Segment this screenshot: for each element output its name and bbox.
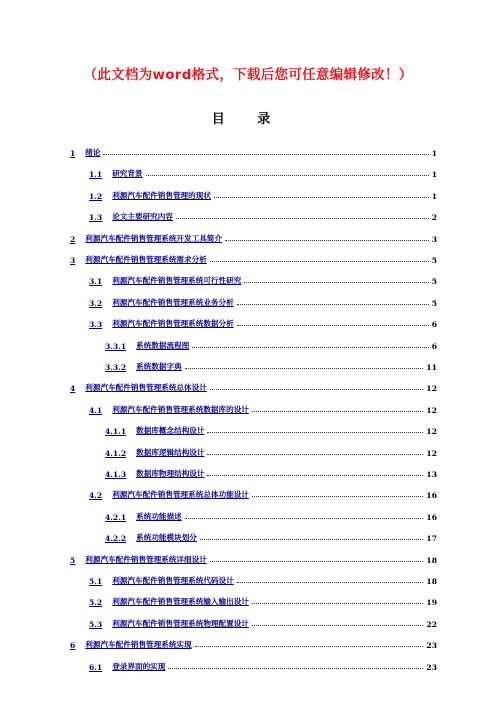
toc-entry-number[interactable]: 3.1 bbox=[89, 277, 103, 287]
toc-entry-link[interactable]: 利源汽车配件销售管理系统总体功能设计 bbox=[112, 490, 249, 500]
toc-dot-leader bbox=[195, 646, 424, 647]
toc-title: 目 录 bbox=[211, 112, 285, 127]
toc-page-number: 16 bbox=[426, 512, 437, 522]
toc-dot-leader bbox=[207, 454, 423, 455]
toc-entry[interactable] bbox=[70, 230, 437, 244]
toc-entry[interactable] bbox=[70, 551, 437, 565]
toc-entry[interactable] bbox=[89, 315, 437, 329]
toc-entry-link[interactable]: 利源汽车配件销售管理系统代码设计 bbox=[112, 576, 234, 585]
toc-page-number: 16 bbox=[426, 491, 437, 501]
toc-page-number: 18 bbox=[426, 577, 437, 586]
toc-entry-link[interactable]: 系统数据字典 bbox=[136, 362, 182, 371]
toc-entry-number[interactable]: 1.1 bbox=[89, 170, 103, 180]
toc-entry-link[interactable]: 研究背景 bbox=[112, 169, 143, 179]
toc-entry[interactable] bbox=[89, 401, 437, 415]
toc-entry-link[interactable]: 利源汽车配件销售管理系统实现 bbox=[85, 640, 192, 650]
toc-entry-link[interactable]: 利源汽车配件销售管理系统开发工具简介 bbox=[85, 233, 222, 243]
toc-entry-link[interactable]: 利源汽车配件销售管理系统详细设计 bbox=[85, 554, 207, 564]
toc-dot-leader bbox=[252, 625, 424, 626]
toc-entry[interactable] bbox=[89, 208, 437, 222]
toc-dot-leader bbox=[185, 518, 424, 519]
toc-entry[interactable] bbox=[105, 337, 437, 351]
toc-entry[interactable] bbox=[70, 144, 437, 158]
toc-entry-number[interactable]: 6 bbox=[70, 641, 76, 651]
toc-page-number: 23 bbox=[426, 662, 437, 672]
toc-entry-link[interactable]: 数据库逻辑结构设计 bbox=[136, 447, 205, 457]
toc-page-number: 12 bbox=[426, 384, 437, 394]
toc-entry-number[interactable]: 3.3.2 bbox=[105, 363, 127, 372]
toc-page-number: 3 bbox=[431, 234, 437, 244]
toc-page-number: 2 bbox=[431, 213, 437, 223]
toc-dot-leader bbox=[237, 325, 429, 326]
toc-entry[interactable] bbox=[89, 486, 437, 500]
toc-page-number: 13 bbox=[426, 470, 437, 479]
toc-page-number: 5 bbox=[431, 277, 437, 287]
toc-dot-leader bbox=[146, 175, 429, 176]
toc-dot-leader bbox=[176, 218, 429, 219]
toc-entry[interactable] bbox=[70, 636, 437, 650]
toc-entry[interactable] bbox=[105, 422, 437, 436]
toc-entry-number[interactable]: 4.1.3 bbox=[105, 470, 127, 479]
toc-page-number: 12 bbox=[426, 448, 437, 458]
toc-dot-leader bbox=[210, 389, 424, 390]
toc-page-number: 12 bbox=[426, 405, 437, 415]
toc-dot-leader bbox=[168, 668, 423, 669]
toc-entry[interactable] bbox=[70, 251, 437, 265]
toc-entry-number[interactable]: 4.2.1 bbox=[105, 512, 127, 522]
toc-dot-leader bbox=[252, 411, 424, 412]
toc-entry-link[interactable]: 利源汽车配件销售管理系统数据库的设计 bbox=[112, 404, 249, 414]
toc-entry[interactable] bbox=[89, 165, 437, 179]
toc-entry-link[interactable]: 绪论 bbox=[85, 148, 101, 157]
toc-entry-number[interactable]: 5.2 bbox=[89, 598, 103, 608]
toc-page-number: 17 bbox=[426, 534, 437, 544]
toc-entry[interactable] bbox=[89, 615, 437, 629]
toc-entry-number[interactable]: 3 bbox=[70, 256, 76, 265]
toc-dot-leader bbox=[207, 475, 423, 476]
toc-entry[interactable] bbox=[89, 187, 437, 201]
toc-entry[interactable] bbox=[105, 358, 437, 372]
toc-dot-leader bbox=[252, 496, 424, 497]
toc-entry[interactable] bbox=[89, 272, 437, 286]
toc-page-number: 6 bbox=[431, 341, 437, 351]
toc-entry-number[interactable]: 1.2 bbox=[89, 191, 103, 201]
toc-entry-number[interactable]: 4.2.2 bbox=[105, 534, 127, 544]
toc-page-number: 22 bbox=[426, 619, 437, 629]
toc-dot-leader bbox=[200, 539, 424, 540]
toc-entry[interactable] bbox=[89, 294, 437, 308]
toc-dot-leader bbox=[214, 197, 429, 198]
toc-page-number: 5 bbox=[431, 298, 437, 308]
toc-entry-link[interactable]: 利源汽车配件销售管理系统需求分析 bbox=[85, 255, 207, 264]
toc-entry-link[interactable]: 利源汽车配件销售管理系统总体设计 bbox=[85, 383, 207, 393]
toc-entry-number[interactable]: 2 bbox=[70, 234, 76, 244]
toc-dot-leader bbox=[225, 240, 429, 241]
toc-entry[interactable] bbox=[89, 593, 437, 607]
toc-entry-link[interactable]: 系统数据流程图 bbox=[136, 340, 190, 350]
toc-dot-leader bbox=[185, 368, 424, 369]
edit-notice: （此文档为word格式，下载后您可任意编辑修改！） bbox=[83, 67, 413, 83]
toc-entry-link[interactable]: 利源汽车配件销售管理系统业务分析 bbox=[112, 297, 234, 307]
toc-entry-link[interactable]: 利源汽车配件销售管理系统物理配置设计 bbox=[112, 618, 249, 628]
toc-entry-link[interactable]: 数据库物理结构设计 bbox=[136, 469, 205, 478]
toc-dot-leader bbox=[103, 154, 428, 155]
toc-page-number: 18 bbox=[426, 555, 437, 565]
toc-entry-number[interactable]: 3.3 bbox=[89, 320, 103, 330]
toc-page-number: 11 bbox=[426, 363, 437, 372]
toc-entry-number[interactable]: 3.3.1 bbox=[105, 341, 127, 351]
toc-entry[interactable] bbox=[70, 379, 437, 393]
toc-entry[interactable] bbox=[105, 444, 437, 458]
toc-entry-number[interactable]: 1.3 bbox=[89, 213, 103, 223]
toc-dot-leader bbox=[237, 304, 429, 305]
toc-entry-number[interactable]: 4 bbox=[70, 384, 76, 394]
toc-entry-link[interactable]: 系统功能描述 bbox=[136, 511, 182, 521]
toc-entry-link[interactable]: 利源汽车配件销售管理的现状 bbox=[112, 190, 211, 200]
toc-entry[interactable] bbox=[89, 658, 437, 672]
toc-entry-number[interactable]: 4.1.2 bbox=[105, 448, 127, 458]
toc-entry-link[interactable]: 利源汽车配件销售管理系统输入输出设计 bbox=[112, 597, 249, 607]
toc-dot-leader bbox=[207, 432, 423, 433]
toc-entry-number[interactable]: 1 bbox=[70, 149, 76, 158]
toc-dot-leader bbox=[210, 261, 429, 262]
toc-entry-number[interactable]: 5.1 bbox=[89, 577, 103, 586]
toc-entry[interactable] bbox=[105, 529, 437, 543]
toc-page-number: 1 bbox=[431, 170, 437, 180]
toc-entry-link[interactable]: 论文主要研究内容 bbox=[112, 212, 173, 222]
toc-page-number: 1 bbox=[431, 149, 437, 158]
toc-entry-link[interactable]: 登录界面的实现 bbox=[112, 661, 166, 671]
toc-dot-leader bbox=[244, 282, 428, 283]
toc-entry-link[interactable]: 数据库概念结构设计 bbox=[136, 426, 205, 436]
toc-entry-link[interactable]: 利源汽车配件销售管理系统数据分析 bbox=[112, 319, 234, 329]
toc-entry-link[interactable]: 系统功能模块划分 bbox=[136, 533, 197, 543]
toc-dot-leader bbox=[210, 561, 424, 562]
toc-entry-number[interactable]: 4.1.1 bbox=[105, 427, 127, 437]
toc-entry[interactable] bbox=[105, 465, 437, 479]
toc-dot-leader bbox=[192, 347, 428, 348]
toc-entry-number[interactable]: 4.1 bbox=[89, 405, 103, 415]
toc-page-number: 1 bbox=[431, 191, 437, 201]
toc-dot-leader bbox=[252, 603, 424, 604]
toc-page-number: 19 bbox=[426, 598, 437, 608]
toc-entry-number[interactable]: 4.2 bbox=[89, 491, 103, 501]
toc-entry[interactable] bbox=[89, 572, 437, 586]
toc-page-number: 6 bbox=[431, 320, 437, 330]
toc-page-number: 5 bbox=[431, 256, 437, 265]
toc-entry-link[interactable]: 利源汽车配件销售管理系统可行性研究 bbox=[112, 276, 242, 286]
toc-entry-number[interactable]: 5 bbox=[70, 555, 76, 565]
toc-entry-number[interactable]: 3.2 bbox=[89, 298, 103, 308]
toc-entry-number[interactable]: 5.3 bbox=[89, 619, 103, 629]
toc-entry-number[interactable]: 6.1 bbox=[89, 662, 103, 672]
toc-dot-leader bbox=[237, 582, 424, 583]
toc-entry[interactable] bbox=[105, 508, 437, 522]
toc-page-number: 23 bbox=[426, 641, 437, 651]
toc-page-number: 12 bbox=[426, 427, 437, 437]
